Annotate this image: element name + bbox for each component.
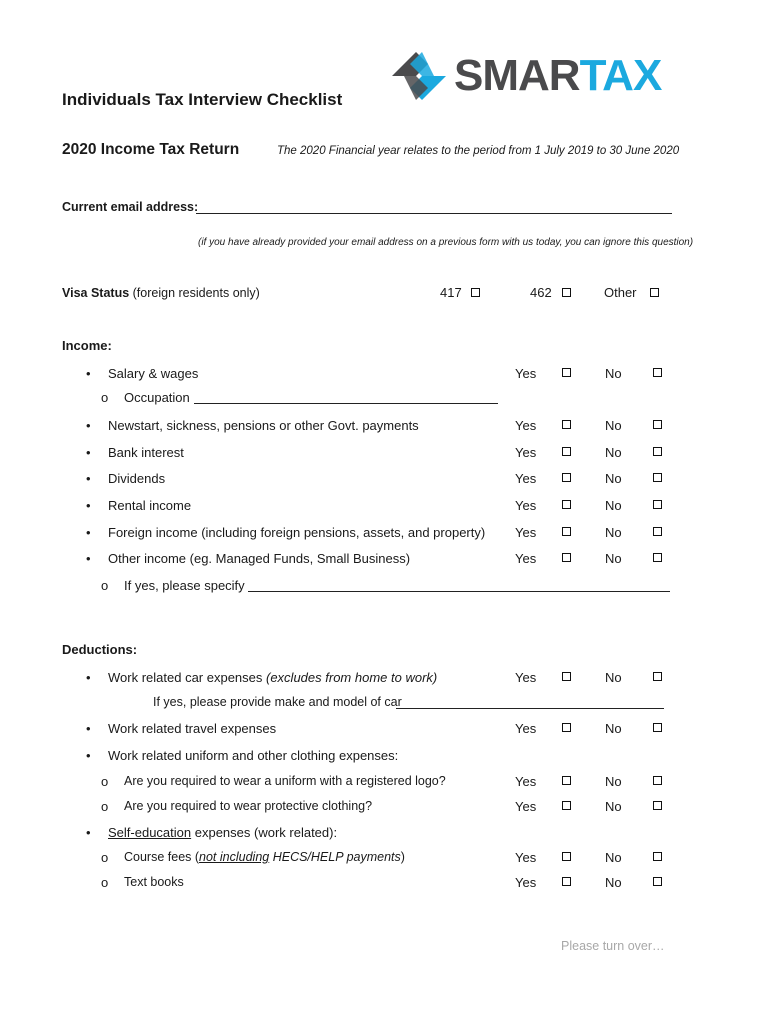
yes-label: Yes: [515, 445, 537, 460]
yes-label: Yes: [515, 551, 537, 566]
page-subtitle: 2020 Income Tax Return: [62, 141, 240, 158]
car-make-model-label: If yes, please provide make and model of car: [153, 695, 402, 709]
other-income-yes-checkbox[interactable]: [562, 553, 571, 562]
deduction-car-label: Work related car expenses (excludes from home to work): [108, 670, 438, 685]
visa-other-label: Other: [604, 285, 637, 300]
protective-no-checkbox[interactable]: [653, 801, 662, 810]
course-fees-yes-checkbox[interactable]: [562, 852, 571, 861]
protective-yes-checkbox[interactable]: [562, 801, 571, 810]
deduction-uniform-label: Work related uniform and other clothing expenses:: [108, 748, 399, 763]
uniform-logo-yes-checkbox[interactable]: [562, 776, 571, 785]
bullet-icon: •: [86, 525, 91, 540]
deduction-travel-label: Work related travel expenses: [108, 721, 277, 736]
smartax-diamond-logo-icon: [388, 48, 450, 104]
logo-wordmark: SMARTAX: [454, 51, 662, 100]
no-label: No: [605, 418, 622, 433]
salary-no-checkbox[interactable]: [653, 368, 662, 377]
no-label: No: [605, 551, 622, 566]
sub-bullet-icon: o: [101, 390, 109, 405]
sub-bullet-icon: o: [101, 850, 109, 865]
yes-label: Yes: [515, 498, 537, 513]
govt-payments-no-checkbox[interactable]: [653, 420, 662, 429]
email-note: (if you have already provided your email address on a previous form with us today, you can ignore this question): [198, 237, 694, 248]
yes-label: Yes: [515, 418, 537, 433]
income-foreign-label: Foreign income (including foreign pensions, assets, and property): [108, 525, 486, 540]
other-income-no-checkbox[interactable]: [653, 553, 662, 562]
bullet-icon: •: [86, 445, 91, 460]
dividends-yes-checkbox[interactable]: [562, 473, 571, 482]
income-salary-label: Salary & wages: [108, 366, 199, 381]
bullet-icon: •: [86, 418, 91, 433]
no-label: No: [605, 721, 622, 736]
no-label: No: [605, 498, 622, 513]
rental-no-checkbox[interactable]: [653, 500, 662, 509]
course-fees-label: Course fees (not including HECS/HELP payments): [124, 850, 405, 864]
yes-label: Yes: [515, 525, 537, 540]
no-label: No: [605, 471, 622, 486]
text-books-yes-checkbox[interactable]: [562, 877, 571, 886]
text-books-no-checkbox[interactable]: [653, 877, 662, 886]
no-label: No: [605, 774, 622, 789]
yes-label: Yes: [515, 850, 537, 865]
bullet-icon: •: [86, 471, 91, 486]
bullet-icon: •: [86, 825, 91, 840]
other-income-specify-field[interactable]: [248, 591, 670, 592]
income-govt-payments-label: Newstart, sickness, pensions or other Govt. payments: [108, 418, 419, 433]
income-other-label: Other income (eg. Managed Funds, Small Business): [108, 551, 411, 566]
sub-bullet-icon: o: [101, 799, 109, 814]
visa-417-checkbox[interactable]: [471, 288, 480, 297]
deduction-self-education-label: Self-education expenses (work related):: [108, 825, 338, 840]
yes-label: Yes: [515, 774, 537, 789]
no-label: No: [605, 445, 622, 460]
page-title: Individuals Tax Interview Checklist: [62, 90, 343, 109]
travel-no-checkbox[interactable]: [653, 723, 662, 732]
no-label: No: [605, 875, 622, 890]
sub-bullet-icon: o: [101, 875, 109, 890]
car-yes-checkbox[interactable]: [562, 672, 571, 681]
income-rental-label: Rental income: [108, 498, 192, 513]
text-books-label: Text books: [124, 875, 184, 889]
yes-label: Yes: [515, 799, 537, 814]
bullet-icon: •: [86, 721, 91, 736]
uniform-logo-label: Are you required to wear a uniform with a registered logo?: [124, 774, 446, 788]
income-dividends-label: Dividends: [108, 471, 166, 486]
bullet-icon: •: [86, 551, 91, 566]
dividends-no-checkbox[interactable]: [653, 473, 662, 482]
salary-yes-checkbox[interactable]: [562, 368, 571, 377]
uniform-logo-no-checkbox[interactable]: [653, 776, 662, 785]
bullet-icon: •: [86, 498, 91, 513]
yes-label: Yes: [515, 721, 537, 736]
travel-yes-checkbox[interactable]: [562, 723, 571, 732]
car-no-checkbox[interactable]: [653, 672, 662, 681]
rental-yes-checkbox[interactable]: [562, 500, 571, 509]
financial-year-note: The 2020 Financial year relates to the period from 1 July 2019 to 30 June 2020: [277, 145, 680, 157]
income-bank-interest-label: Bank interest: [108, 445, 184, 460]
visa-462-checkbox[interactable]: [562, 288, 571, 297]
govt-payments-yes-checkbox[interactable]: [562, 420, 571, 429]
visa-other-checkbox[interactable]: [650, 288, 659, 297]
email-field[interactable]: [196, 213, 672, 214]
sub-bullet-icon: o: [101, 774, 109, 789]
visa-462-label: 462: [530, 285, 552, 300]
foreign-no-checkbox[interactable]: [653, 527, 662, 536]
occupation-field[interactable]: [194, 403, 498, 404]
deductions-heading: Deductions:: [62, 642, 138, 657]
visa-status-label: Visa Status (foreign residents only): [62, 286, 260, 300]
occupation-label: Occupation: [124, 390, 190, 405]
no-label: No: [605, 799, 622, 814]
yes-label: Yes: [515, 875, 537, 890]
visa-417-label: 417: [440, 285, 462, 300]
yes-label: Yes: [515, 366, 537, 381]
bullet-icon: •: [86, 748, 91, 763]
foreign-yes-checkbox[interactable]: [562, 527, 571, 536]
bank-interest-yes-checkbox[interactable]: [562, 447, 571, 456]
no-label: No: [605, 525, 622, 540]
car-make-model-field[interactable]: [396, 708, 664, 709]
protective-clothing-label: Are you required to wear protective clothing?: [124, 799, 373, 813]
no-label: No: [605, 366, 622, 381]
email-label: Current email address:: [62, 200, 199, 214]
bullet-icon: •: [86, 366, 91, 381]
bullet-icon: •: [86, 670, 91, 685]
yes-label: Yes: [515, 670, 537, 685]
course-fees-no-checkbox[interactable]: [653, 852, 662, 861]
other-income-specify-label: If yes, please specify: [124, 578, 245, 593]
sub-bullet-icon: o: [101, 578, 109, 593]
yes-label: Yes: [515, 471, 537, 486]
no-label: No: [605, 850, 622, 865]
income-heading: Income:: [62, 338, 112, 353]
smartax-logo: [388, 48, 720, 104]
bank-interest-no-checkbox[interactable]: [653, 447, 662, 456]
please-turn-over-note: Please turn over…: [561, 939, 665, 953]
no-label: No: [605, 670, 622, 685]
